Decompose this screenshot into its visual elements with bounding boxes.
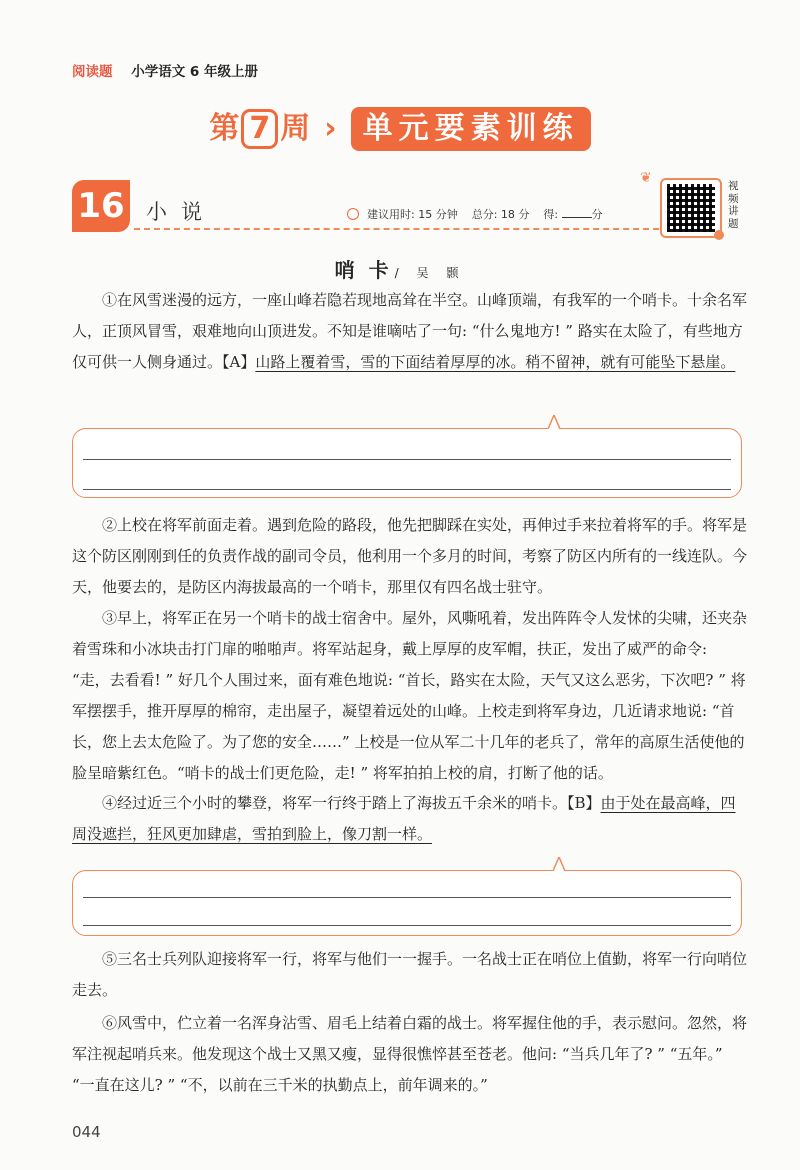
total-label: 总分: 18 分 [471,208,530,221]
header-tag: 阅读题 [72,64,113,80]
speech-tail-icon [553,857,567,871]
week-number: 7 [241,109,278,149]
section-number: 16 [72,180,130,232]
time-label: 建议用时: 15 分钟 [367,208,458,221]
underlined-sentence-a: 山路上覆着雪，雪的下面结着厚厚的冰。稍不留神，就有可能坠下悬崖。 [255,353,736,371]
paragraph-5: ⑤三名士兵列队迎接将军一行，将军与他们一一握手。一名战士正在哨位上值勤，将军一行向哨位走去。 [72,950,748,999]
sprout-icon: ❦ [640,170,652,186]
article-author: / 吴 颢 [394,266,466,280]
score-blank[interactable] [562,217,592,218]
answer-box-a[interactable] [72,428,742,498]
paragraph-1: ①在风雪迷漫的远方，一座山峰若隐若现地高耸在半空。山峰顶端，有我军的一个哨卡。十余名军人，正顶风冒雪，艰难地向山顶进发。不知是谁嘀咕了一句: “什么鬼地方! ” 路实在太险了，有些地方仅可供一人侧身通过。【A】山路上覆着雪，雪的下面结着厚厚的冰。稍不留神，就有可能坠下悬崖。 [72,291,748,371]
unit-title: 单元要素训练 [351,107,591,151]
header-subject: 小学语文 6 年级上册 [131,64,258,80]
week-prefix: 第 [209,111,240,146]
marker-b: 【B】 [567,794,601,812]
qr-label: 视频讲题 [728,180,739,230]
paragraph-4: ④经过近三个小时的攀登，将军一行终于踏上了海拔五千余米的哨卡。【B】由于处在最高峰，四周没遮拦，狂风更加肆虐，雪拍到脸上，像刀割一样。 [72,794,736,843]
article-title-row [0,254,800,283]
speech-tail-icon [548,415,562,429]
page-number: 044 [72,1123,101,1141]
marker-a: 【A】 [222,353,256,371]
answer-line[interactable] [83,897,731,898]
section-title: 小说 [146,200,216,224]
paragraph-3: ③早上，将军正在另一个哨卡的战士宿舍中。屋外，风嘶吼着，发出阵阵令人发怵的尖啸，还夹杂着雪珠和小冰块击打门扉的啪啪声。将军站起身，戴上厚厚的皮军帽，扶正，发出了威严的命令: “走，去看看! ” 好几个人围过来，面有难色地说: “首长，路实在太险，天气又这么恶劣，下次吧? ” 将军摆摆手，推开厚厚的棉帘，走出屋子，凝望着远处的山峰。上校走到将军身边，几近请求地说: “首长，您上去太危险了。为了您的安全……” 上校是一位从军二十几年的老兵了，常年的高原生活使他的脸呈暗紫红色。“哨卡的战士们更危险，走! ” 将军拍拍上校的肩，打断了他的话。 [72,609,748,782]
section-divider [134,228,699,230]
week-banner [0,103,800,151]
chevron-right-icon: › [324,111,337,146]
page-header [72,60,258,80]
section-meta [347,206,603,222]
answer-box-b[interactable] [72,870,742,936]
answer-line[interactable] [83,925,731,926]
paragraph-6: ⑥风雪中，伫立着一名浑身沾雪、眉毛上结着白霜的战士。将军握住他的手，表示慰问。忽然，将军注视起哨兵来。他发现这个战士又黑又瘦，显得很憔悴甚至苍老。他问: “当兵几年了? ” “五年。” “一直在这儿? ” “不，以前在三千米的执勤点上，前年调来的。” [72,1014,748,1094]
paragraph-2: ②上校在将军前面走着。遇到危险的路段，他先把脚踩在实处，再伸过手来拉着将军的手。将军是这个防区刚刚到任的负责作战的副司令员，他利用一个多月的时间，考察了防区内所有的一线连队。今天，他要去的，是防区内海拔最高的一个哨卡，那里仅有四名战士驻守。 [72,516,748,596]
answer-line[interactable] [83,489,731,490]
score-unit: 分 [591,208,603,221]
article-title: 哨卡 [334,258,403,282]
underlined-sentence-b: 由于处在最高峰，四周没遮拦，狂风更加肆虐，雪拍到脸上，像刀割一样。 [72,794,736,843]
qr-code[interactable] [660,178,722,238]
qr-pattern [667,184,715,232]
score-label: 得: [543,208,559,221]
answer-line[interactable] [83,459,731,460]
week-suffix: 周 [280,111,311,146]
section-header [72,180,652,232]
qr-dot-icon [714,230,724,240]
clock-icon [347,208,359,220]
